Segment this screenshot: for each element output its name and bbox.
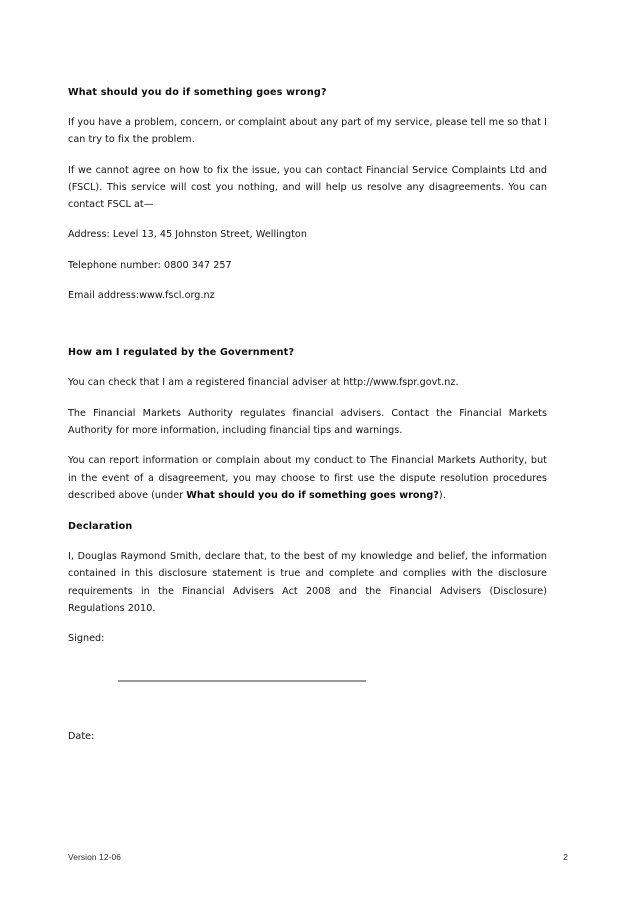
footer-page-number: 2 [563,852,568,862]
spacer [68,360,547,374]
fscl-address-line: Address: Level 13, 45 Johnston Street, Wellington [68,229,307,241]
spacer [68,617,547,630]
complaints-paragraph-1: If you have a problem, concern, or complaint about any part of my service, please tell me so that I can try to fix the problem. [68,117,547,146]
signed-label: Signed: [68,633,105,645]
footer-version: Version 12-06 [68,852,121,862]
section-heading-regulation: How am I regulated by the Government? [68,347,295,359]
section-heading-complaints: What should you do if something goes wrong? [68,87,327,98]
fscl-telephone-line: Telephone number: 0800 347 257 [68,259,232,271]
spacer [68,504,547,520]
fscl-email-line: Email address:www.fscl.org.nz [68,290,215,302]
page-footer [68,852,568,862]
regulation-paragraph-3-text-lead: You can report information or complain about my conduct to The Financial Markets Authority, but in the event of a disagreement, you may choose to first use the dispute resolution procedures described above (under [68,455,547,501]
spacer [68,244,547,257]
spacer [68,100,547,114]
regulation-paragraph-2: The Financial Markets Authority regulates financial advisers. Contact the Financial Markets Authority for more information, including financial tips and warnings. [68,407,547,436]
date-label: Date: [68,730,95,742]
spacer [68,149,547,162]
spacer [68,392,547,405]
regulation-paragraph-3-text-tail: ). [438,489,446,501]
spacer [68,213,547,226]
regulation-paragraph-3 [68,452,547,504]
signature-rule [118,680,366,682]
spacer [68,648,547,670]
spacer [68,534,547,548]
declaration-body: I, Douglas Raymond Smith, declare that, to the best of my knowledge and belief, the information contained in this disclosure statement is true and complete and complies with the disclosure requirements in the Financial Advisers Act 2008 and the Financial Advisers (Disclosure) Regulations 2010. [68,551,547,615]
spacer [68,274,547,287]
complaints-paragraph-2: If we cannot agree on how to fix the issue, you can contact Financial Service Complaints Ltd and (FSCL). This service will cost you nothing, and will help us resolve any disagreements. You can contact FSCL at— [68,164,547,211]
spacer [68,439,547,452]
section-heading-declaration: Declaration [68,521,133,533]
spacer [68,694,547,728]
signature-field[interactable] [68,670,547,694]
regulation-paragraph-3-cross-reference: What should you do if something goes wrong? [186,489,439,501]
document-body [68,86,547,745]
regulation-paragraph-1: You can check that I am a registered financial adviser at http://www.fspr.govt.nz. [68,377,459,389]
spacer [68,304,547,346]
